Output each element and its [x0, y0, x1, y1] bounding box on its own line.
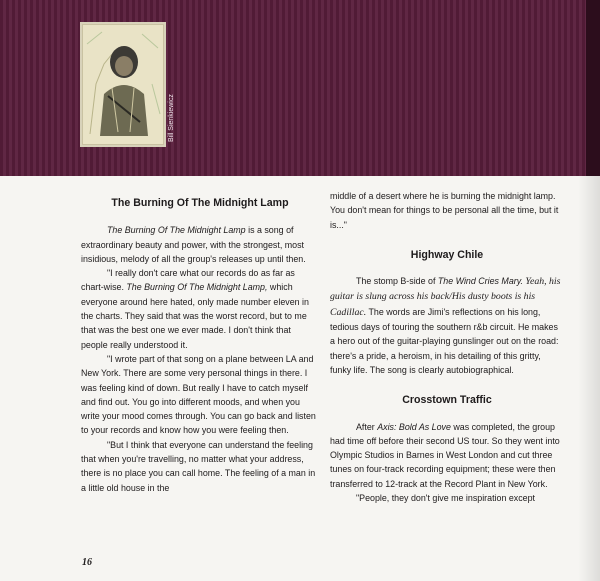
paragraph [81, 223, 319, 266]
left-column [81, 196, 319, 495]
binding-shadow [578, 176, 600, 581]
page-edge [586, 0, 600, 176]
header-banner [0, 0, 600, 176]
sketch-image [82, 24, 164, 145]
portrait-illustration [80, 22, 166, 147]
paragraph-text: was completed, the group had time off before their second US tour. So they went into Olympic Studios in Barnes in West London and cut three tunes on four-track recording equipment; these were then transferred to 12-track at the Record Plant in New York. [330, 421, 560, 489]
paragraph-text: After [356, 421, 378, 432]
lyric-quote: Yeah, his guitar is slung across his back/His dusty boots is his Cadillac. [330, 276, 561, 318]
page-number: 16 [82, 557, 92, 568]
illustrator-credit: Bill Sienkiewicz [168, 94, 175, 142]
song-title: The Burning Of The Midnight Lamp [107, 225, 246, 236]
paragraph: "I wrote part of that song on a plane between LA and New York. There are some very personal things in there. I was feeling kind of down. But really I have to catch myself and find out. You go into different moods, and when you write your mood comes through. You can go back and listen to your records and know how you were feeling then. [81, 353, 316, 436]
paragraph-text: The stomp B-side of [356, 276, 438, 287]
paragraph: "People, they don't give me inspiration except [356, 493, 535, 504]
paragraph [330, 274, 564, 377]
paragraph-text: is a song of extraordinary beauty and power, with the strongest, most insidious, melody of all the group's releases up until then. [81, 225, 306, 264]
paragraph [330, 420, 564, 491]
paragraph [81, 266, 319, 352]
section-heading-highway-chile: Highway Chile [410, 248, 484, 261]
song-title: The Wind Cries Mary. [437, 276, 523, 287]
paragraph-text: which everyone around here hated, only made number eleven in the charts. They said that was the worst record, but to me that was the best one we ever made. I don't think that people really understood it. [81, 282, 309, 350]
paragraph-continuation: middle of a desert where he is burning the midnight lamp. You don't mean for things to be personal all the time, but it is..." [330, 191, 559, 230]
section-heading-midnight-lamp: The Burning Of The Midnight Lamp [111, 197, 289, 209]
paragraph-text: "I really don't care what our records do as far as chart-wise. [81, 268, 295, 293]
album-title: Axis: Bold As Love [377, 421, 451, 432]
song-title: The Burning Of The Midnight Lamp, [126, 282, 268, 293]
paragraph-text: The words are Jimi's reflections on his long, tedious days of touring the southern r&b circuit. He makes a hero out of the guitar-playing gunslinger out on the road: there's a pride, a heroism, in his detailing of this gritty, funky life. The song is clearly autobiographical. [330, 306, 559, 375]
section-heading-crosstown-traffic: Crosstown Traffic [402, 394, 492, 407]
right-column [330, 189, 564, 505]
paragraph: "But I think that everyone can understand the feeling that when you're travelling, no matter what your address, there is no place you can call home. The feeling of a man in a little old house in the [81, 439, 316, 493]
